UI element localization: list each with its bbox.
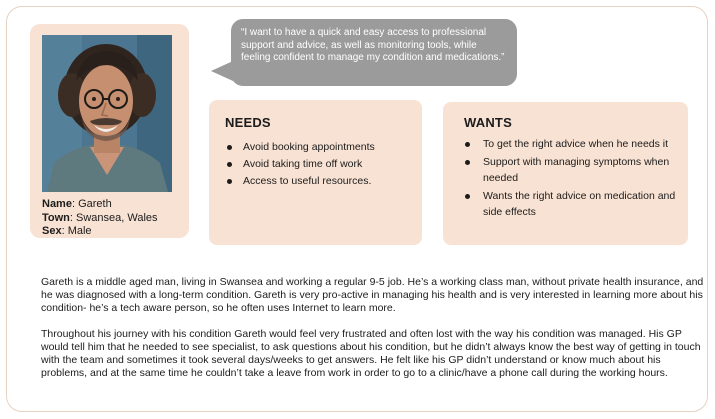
portrait-illustration — [42, 35, 172, 192]
needs-item: Avoid taking time off work — [226, 156, 416, 172]
town-row — [42, 212, 158, 226]
wants-panel — [443, 102, 688, 245]
wants-list — [464, 136, 682, 222]
town-value: : Swansea, Wales — [69, 211, 158, 224]
needs-item: Avoid booking appointments — [226, 139, 416, 155]
name-value: : Gareth — [71, 198, 112, 210]
persona-details — [42, 198, 158, 239]
persona-bio — [41, 276, 706, 393]
needs-list — [226, 139, 416, 190]
needs-panel — [209, 100, 422, 245]
wants-title: WANTS — [464, 115, 512, 130]
quote-bubble-tail — [211, 61, 233, 81]
name-label: Name — [42, 198, 72, 210]
needs-item: Access to useful resources. — [226, 173, 416, 189]
needs-title: NEEDS — [225, 115, 271, 130]
persona-card — [6, 6, 708, 412]
bio-paragraph: Throughout his journey with his condition Gareth would feel very frustrated and often lost with the way his condition was managed. His GP would tell him that he needed to see specialist, to ask questions about his condition, but he didn’t always know the best way of getting in touch with the team and sometimes it took several days/weeks to get answers. He felt like his GP didn’t understand or know much about his problems, and at the same time he couldn’t take a leave from work in order to go to a clinic/have a phone call during the working hours. — [41, 328, 701, 379]
sex-value: : Male — [61, 225, 92, 237]
wants-item: To get the right advice when he needs it — [464, 136, 682, 152]
wants-item: Wants the right advice on medication and side effects — [464, 188, 682, 220]
name-row — [42, 198, 158, 212]
town-label: Town — [42, 211, 70, 224]
sex-label: Sex — [42, 225, 62, 237]
wants-item: Support with managing symptoms when needed — [464, 154, 682, 186]
quote-bubble: “I want to have a quick and easy access to professional support and advice, as well as monitoring tools, while feeling confident to manage my condition and medications.” — [231, 19, 517, 86]
sex-row — [42, 225, 158, 239]
bio-paragraph: Gareth is a middle aged man, living in Swansea and working a regular 9-5 job. He’s a working class man, without private health insurance, and he was diagnosed with a long-term condition. Gareth is very pro-active in managing his health and is very interested in learning more about his condition- he’s a tech aware person, so he often uses Internet to learn more. — [41, 276, 704, 314]
persona-photo — [42, 35, 172, 192]
profile-panel — [30, 24, 189, 238]
